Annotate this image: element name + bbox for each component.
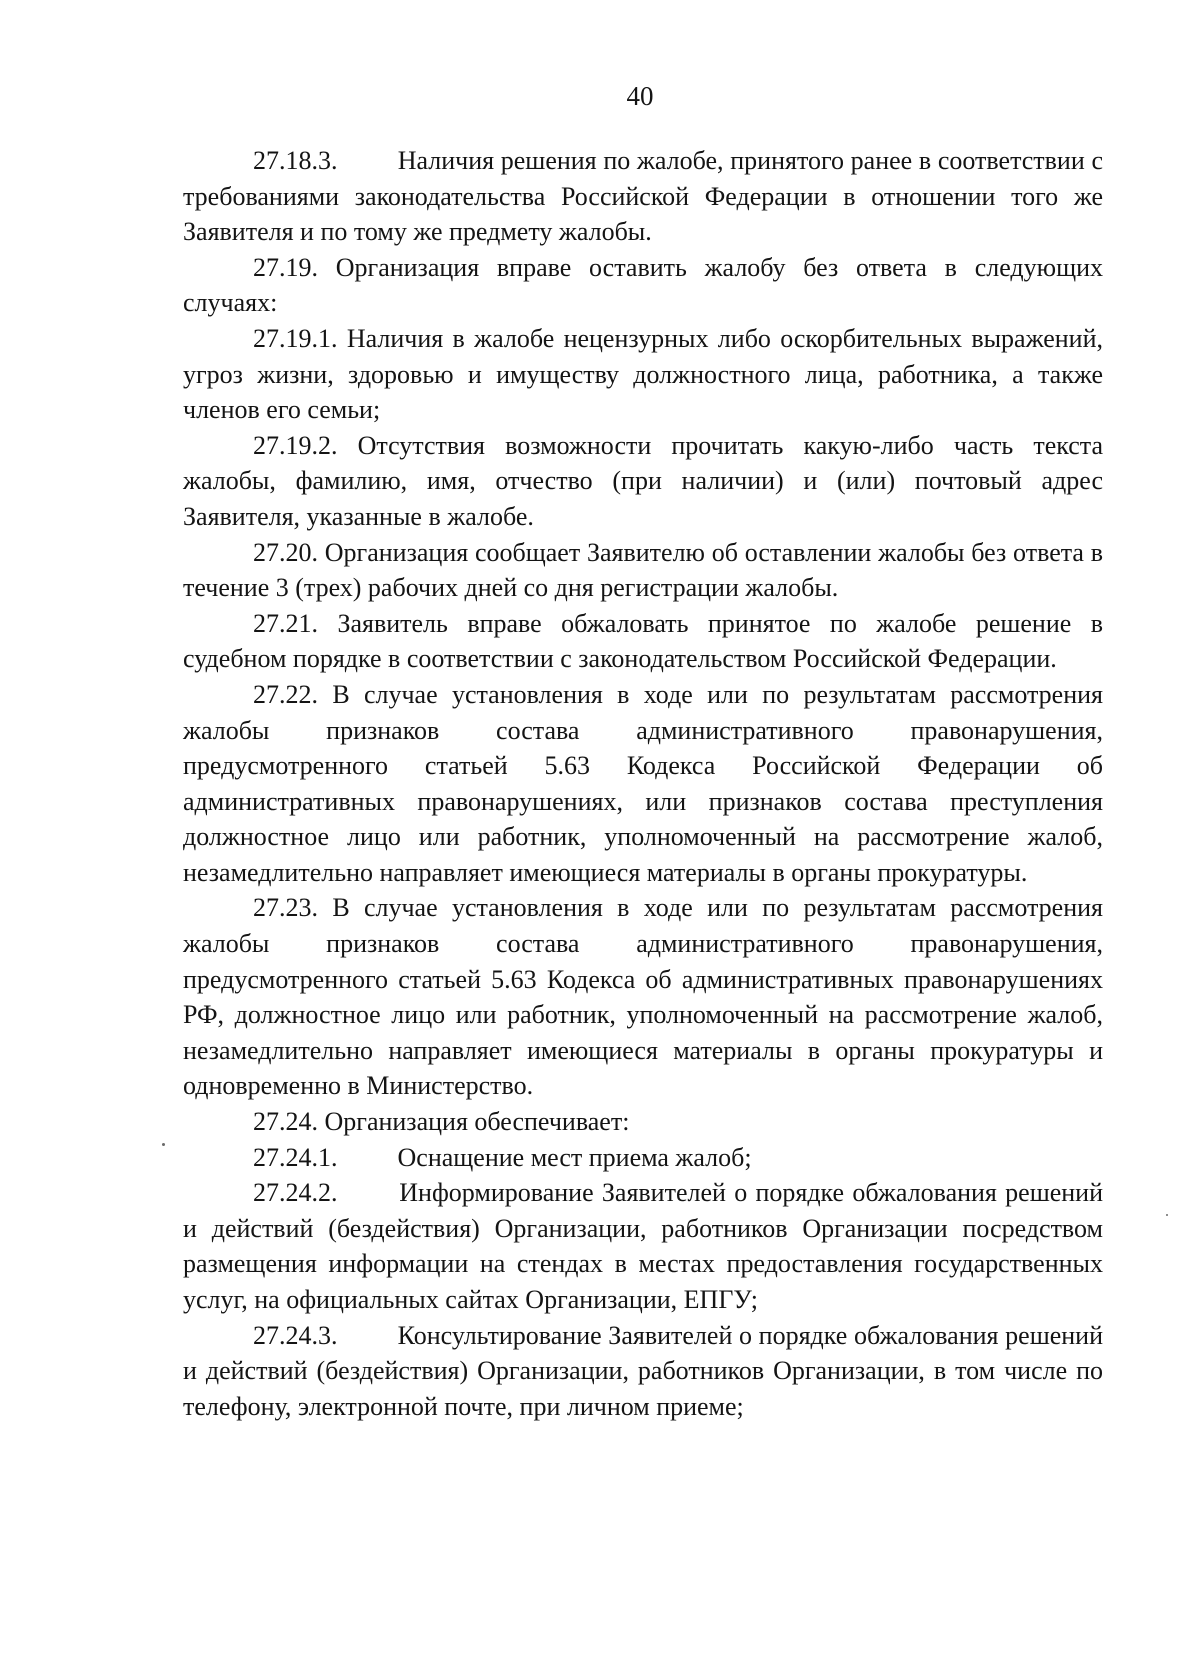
paragraph-text: Отсутствия возможности прочитать какую-либо часть текста жалобы, фамилию, имя, отчество (при наличии) и (или) почтовый адрес Заявителя, указанные в жалобе. <box>183 430 1104 531</box>
paragraph-27-22 <box>183 677 1103 891</box>
paragraph-number: 27.21. <box>253 608 318 638</box>
paragraph-number: 27.24.1. <box>253 1142 338 1172</box>
paragraph-text: Наличия в жалобе нецензурных либо оскорбительных выражений, угроз жизни, здоровью и имуществу должностного лица, работника, а также членов его семьи; <box>183 323 1104 425</box>
paragraph-number: 27.19.1. <box>253 323 338 353</box>
paragraph-27-19-1 <box>183 321 1103 428</box>
paragraph-text: Консультирование Заявителей о порядке обжалования решений и действий (бездействия) Организации, работников Организации, в том числе по телефону, электронной почте, при личном приеме; <box>183 1320 1104 1421</box>
paragraph-text: Организация сообщает Заявителю об оставлении жалобы без ответа в течение 3 (трех) рабочих дней со дня регистрации жалобы. <box>183 537 1104 603</box>
paragraph-27-24-3 <box>183 1318 1103 1425</box>
paragraph-text: Оснащение мест приема жалоб; <box>397 1142 752 1172</box>
paragraph-text: Заявитель вправе обжаловать принятое по жалобе решение в судебном порядке в соответствии с законодательством Российской Федерации. <box>183 608 1103 674</box>
paragraph-number: 27.22. <box>253 679 318 709</box>
paragraph-27-24 <box>183 1104 1103 1140</box>
paragraph-27-24-2 <box>183 1175 1103 1317</box>
paragraph-number: 27.24.2. <box>253 1178 338 1208</box>
paragraph-text: В случае установления в ходе или по результатам рассмотрения жалобы признаков состава административного правонарушения, предусмотренного статьей 5.63 Кодекса об административных правонарушениях РФ, должностное лицо или работник, уполномоченный на рассмотрение жалоб, незамедлительно направляет имеющиеся материалы в органы прокуратуры и одновременно в Министерство. <box>183 893 1103 1101</box>
paragraph-text: Организация обеспечивает: <box>324 1107 630 1137</box>
paragraph-text: Информирование Заявителей о порядке обжалования решений и действий (бездействия) Организации, работников Организации посредством размещения информации на стендах в местах предоставления государственных услуг, на официальных сайтах Организации, ЕПГУ; <box>183 1178 1103 1314</box>
paragraph-number: 27.23. <box>253 893 318 923</box>
scan-speck <box>162 1143 165 1146</box>
paragraph-number: 27.19.2. <box>253 430 338 460</box>
paragraph-number: 27.20. <box>253 537 318 567</box>
paragraph-27-18-3 <box>183 143 1103 250</box>
paragraph-27-23 <box>183 890 1103 1104</box>
paragraph-27-20 <box>183 535 1103 606</box>
paragraph-27-19 <box>183 250 1103 321</box>
paragraph-27-21 <box>183 606 1103 677</box>
page-number: 40 <box>626 81 654 111</box>
paragraph-text: Организация вправе оставить жалобу без ответа в следующих случаях: <box>183 252 1104 318</box>
paragraph-27-24-1 <box>183 1140 1103 1176</box>
paragraph-number: 27.18.3. <box>253 146 338 175</box>
paragraph-27-19-2 <box>183 428 1103 535</box>
paragraph-number: 27.24.3. <box>253 1320 338 1350</box>
paragraph-text: В случае установления в ходе или по результатам рассмотрения жалобы признаков состава административного правонарушения, предусмотренного статьей 5.63 Кодекса Российской Федерации об административных правонарушениях, или признаков состава преступления должностное лицо или работник, уполномоченный на рассмотрение жалоб, незамедлительно направляет имеющиеся материалы в органы прокуратуры. <box>183 679 1103 887</box>
scan-speck <box>1166 1214 1168 1216</box>
paragraph-text: Наличия решения по жалобе, принятого ранее в соответствии с требованиями законодательства Российской Федерации в отношении того же Заявителя и по тому же предмету жалобы. <box>183 146 1103 247</box>
paragraph-number: 27.19. <box>253 252 318 282</box>
paragraph-number: 27.24. <box>253 1107 318 1137</box>
document-body <box>183 143 1103 1424</box>
